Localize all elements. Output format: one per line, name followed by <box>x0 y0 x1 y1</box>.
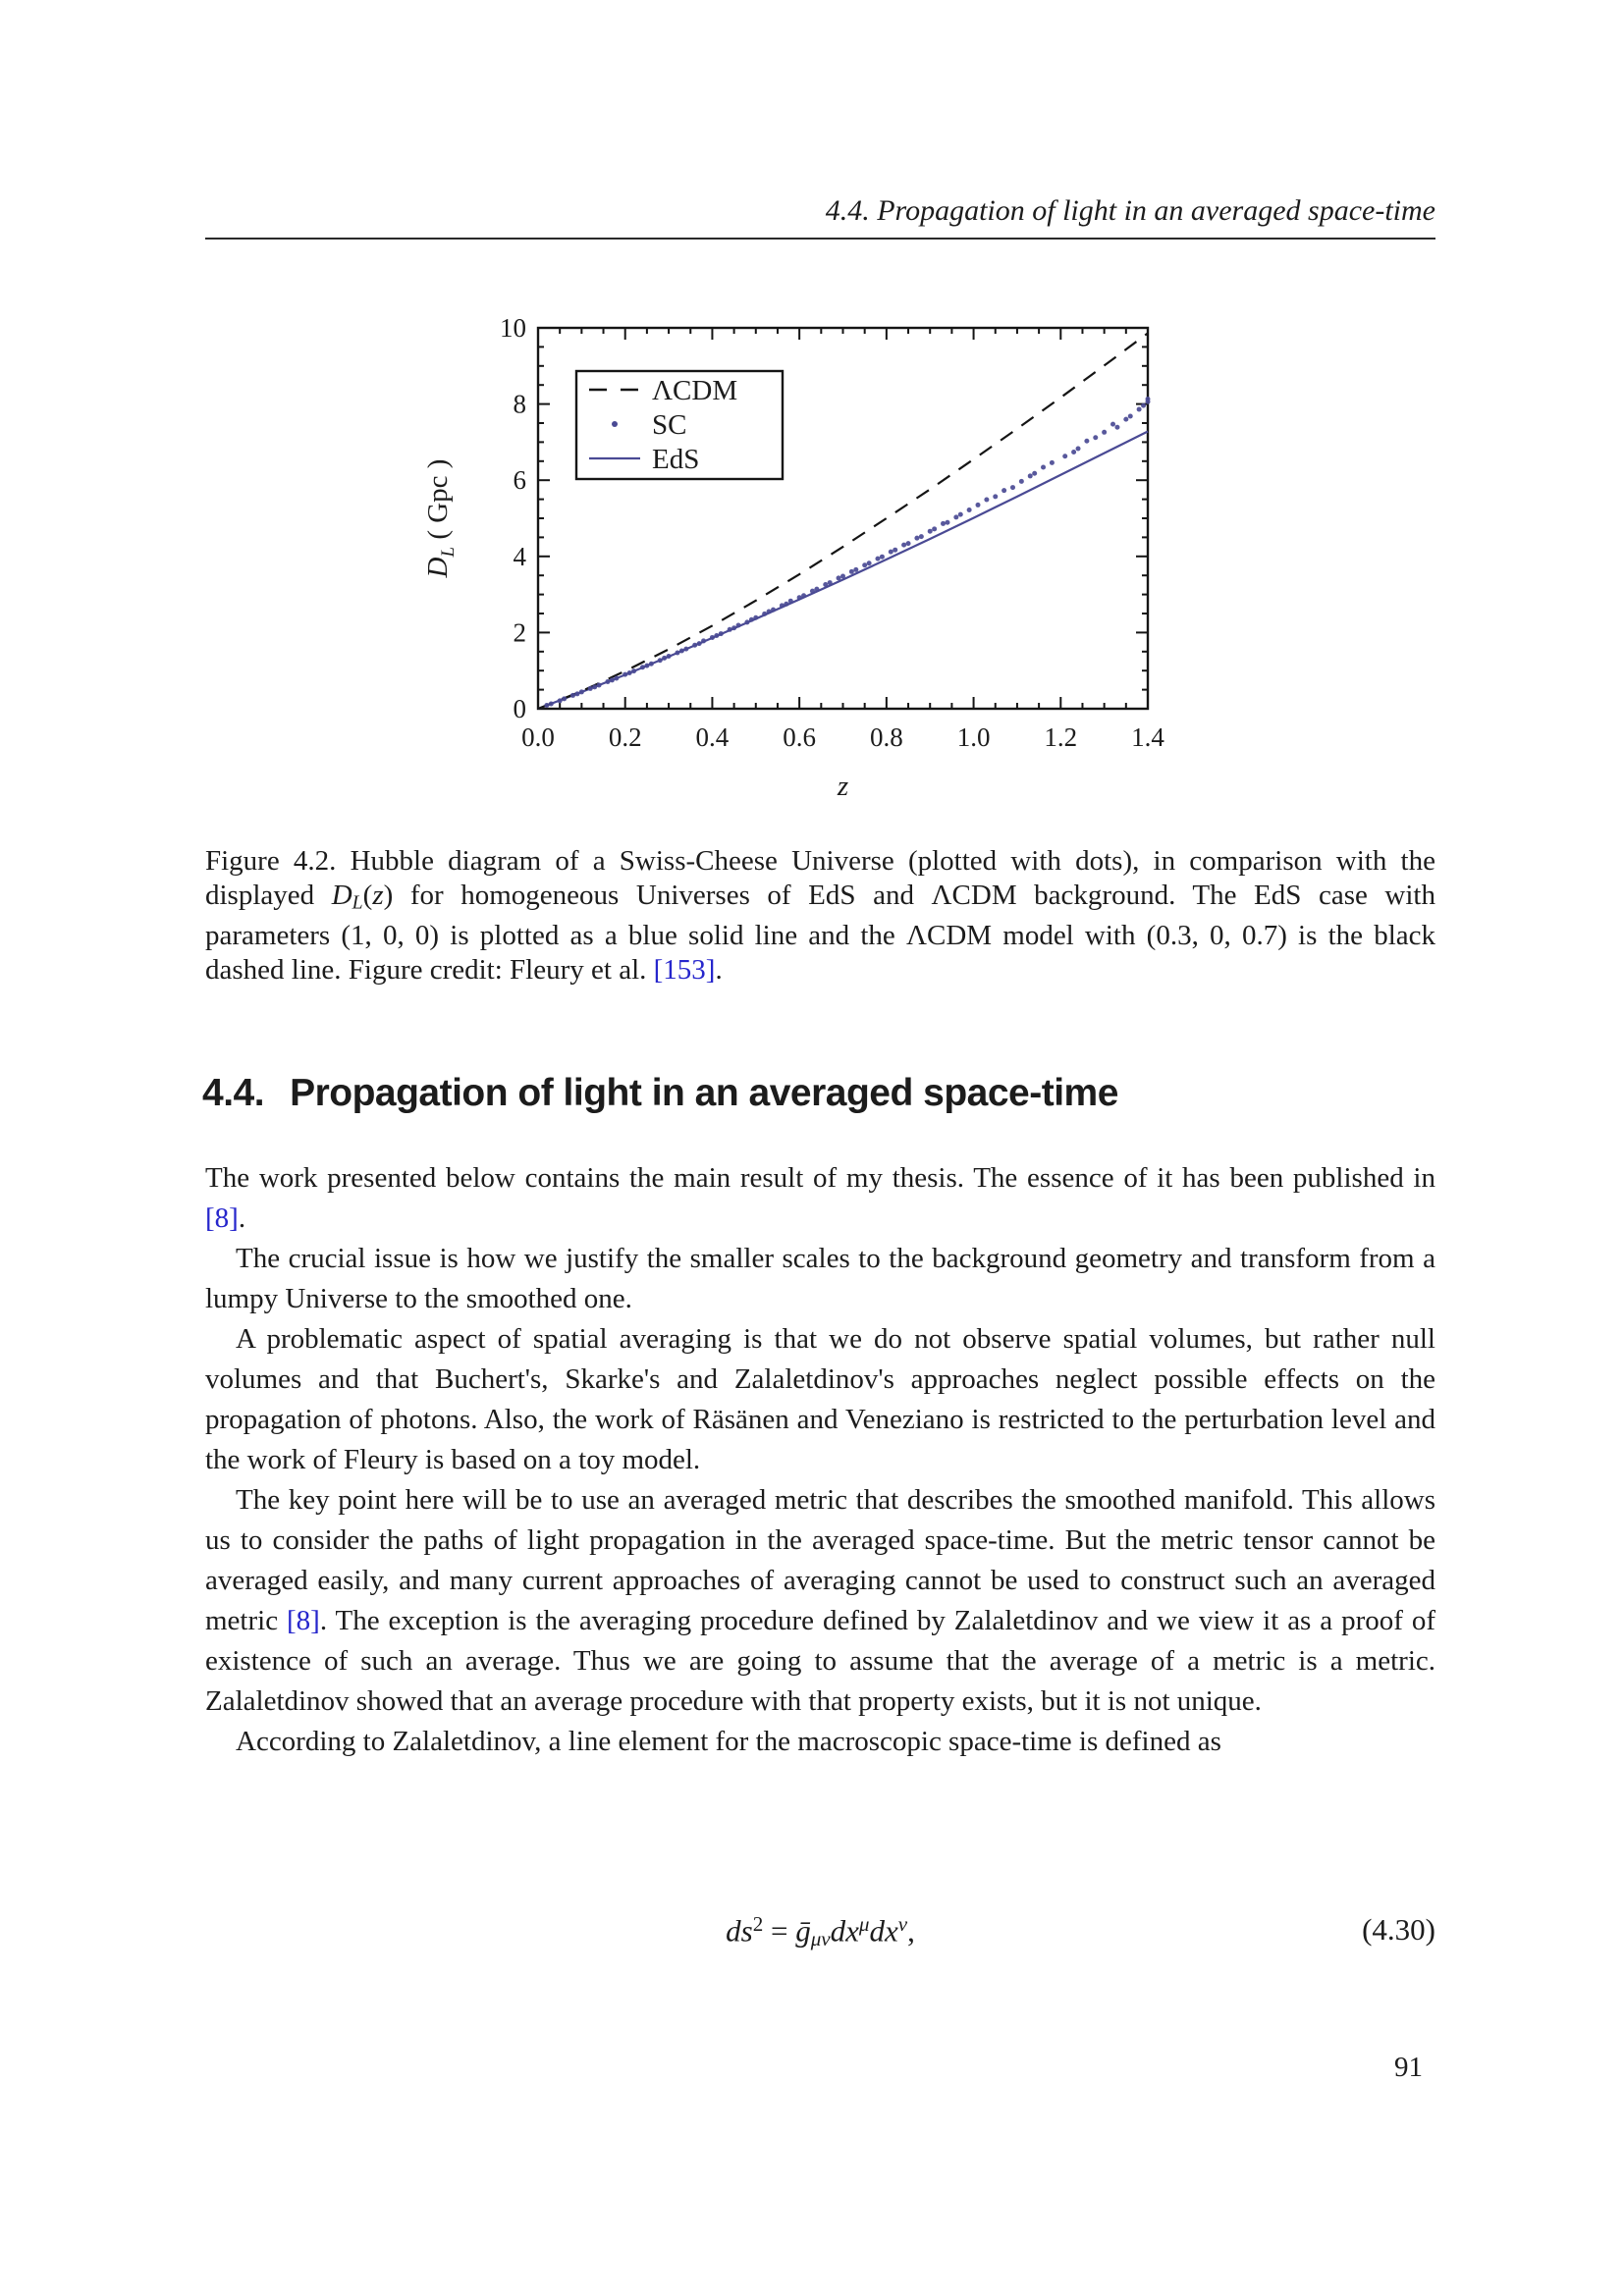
text-run: . <box>715 953 723 986</box>
paragraph <box>205 1158 1435 1239</box>
text-run: The crucial issue is how we justify the smaller scales to the background geometry and transform from a lumpy Universe to the smoothed one. <box>205 1243 1435 1314</box>
y-tick-label: 0 <box>513 694 526 723</box>
citation-link[interactable]: [8] <box>205 1202 239 1234</box>
section-number: 4.4. <box>202 1072 265 1114</box>
x-tick-label: 0.2 <box>608 722 642 752</box>
equation-number: (4.30) <box>1362 1912 1435 1947</box>
paragraph <box>205 1722 1435 1762</box>
citation-link[interactable]: [8] <box>287 1605 320 1636</box>
x-axis-label: z <box>837 771 849 802</box>
legend-sample-dot <box>612 421 618 427</box>
paragraph <box>205 1239 1435 1319</box>
body-text <box>205 1158 1435 1762</box>
section-heading <box>202 1072 1118 1115</box>
section-title: Propagation of light in an averaged space-time <box>290 1072 1118 1114</box>
hubble-diagram-figure <box>407 287 1183 827</box>
text-run: dx <box>869 1913 898 1949</box>
citation-link[interactable]: [153] <box>653 953 716 986</box>
text-run: ḡ <box>795 1913 811 1949</box>
x-tick-label: 1.4 <box>1131 722 1164 752</box>
text-run: A problematic aspect of spatial averaging is that we do not observe spatial volumes, but rather null volumes and that Buchert's, Skarke's and Zalaletdinov's approaches neglect possible effects on the propagation of photons. Also, the work of Räsänen and Veneziano is restricted to the perturbation level and the work of Fleury is based on a toy model. <box>205 1323 1435 1475</box>
y-axis-label: $D_L$ ( Gpc ) <box>422 458 459 578</box>
figure-caption <box>205 844 1435 987</box>
x-tick-label: 0.6 <box>783 722 817 752</box>
running-header: 4.4. Propagation of light in an averaged space-time <box>825 194 1435 227</box>
text-run: ds <box>726 1913 753 1949</box>
header-rule <box>205 238 1435 240</box>
text-run: The work presented below contains the main result of my thesis. The essence of it has been published in <box>205 1162 1435 1194</box>
paragraph <box>205 1319 1435 1480</box>
y-tick-label: 8 <box>513 389 526 419</box>
y-tick-label: 2 <box>513 617 526 648</box>
text-run: 2 <box>752 1912 764 1936</box>
hubble-diagram-chart <box>407 287 1183 827</box>
text-run: ν <box>897 1912 908 1936</box>
text-run: μν <box>810 1927 831 1951</box>
legend-label: ΛCDM <box>652 375 738 406</box>
paragraph <box>205 1480 1435 1722</box>
text-run: D <box>331 879 352 911</box>
text-run: ( <box>362 879 373 911</box>
legend-box <box>576 371 783 479</box>
text-run: . <box>238 1202 246 1234</box>
text-run: Figure 4.2. Hubble diagram of a Swiss-Cheese Universe (plotted with dots), in comparison with the displayed <box>205 845 1435 911</box>
text-run: According to Zalaletdinov, a line element for the macroscopic space-time is defined as <box>236 1726 1221 1757</box>
text-run: L <box>352 890 363 913</box>
text-run: , <box>907 1913 915 1949</box>
x-tick-label: 0.8 <box>869 722 903 752</box>
text-run: z <box>372 879 384 911</box>
legend-label: EdS <box>652 444 700 475</box>
legend-label: SC <box>652 409 687 441</box>
text-run: μ <box>858 1912 870 1936</box>
text-run: The key point here will be to use an averaged metric that describes the smoothed manifold. This allows us to consider the paths of light propagation in the averaged space-time. But the metric tensor cannot be averaged easily, and many current approaches of averaging cannot be used to construct such an averaged metric <box>205 1484 1435 1636</box>
equation <box>205 1912 1435 1951</box>
x-tick-label: 0.4 <box>695 722 730 752</box>
equation-row <box>205 1912 1435 1951</box>
page-number: 91 <box>1394 2052 1423 2083</box>
x-tick-label: 0.0 <box>521 722 555 752</box>
text-run: ) for homogeneous Universes of EdS and ΛCDM background. The EdS case with parameters (1, 0, 0) is plotted as a blue solid line and the ΛCDM model with (0.3, 0, 0.7) is the black dashed line. Figure credit: Fleury et al. <box>205 879 1435 986</box>
text-run: dx <box>830 1913 859 1949</box>
text-run: . The exception is the averaging procedure defined by Zalaletdinov and we view it as a proof of existence of such an average. Thus we are going to assume that the average of a metric is a metric. Zalaletdinov showed that an average procedure with that property exists, but it is not unique. <box>205 1605 1435 1717</box>
y-tick-label: 10 <box>500 313 526 343</box>
y-tick-label: 4 <box>513 541 526 571</box>
y-tick-label: 6 <box>513 465 526 496</box>
x-tick-label: 1.0 <box>956 722 991 752</box>
x-tick-label: 1.2 <box>1044 722 1078 752</box>
text-run: = <box>763 1913 796 1949</box>
